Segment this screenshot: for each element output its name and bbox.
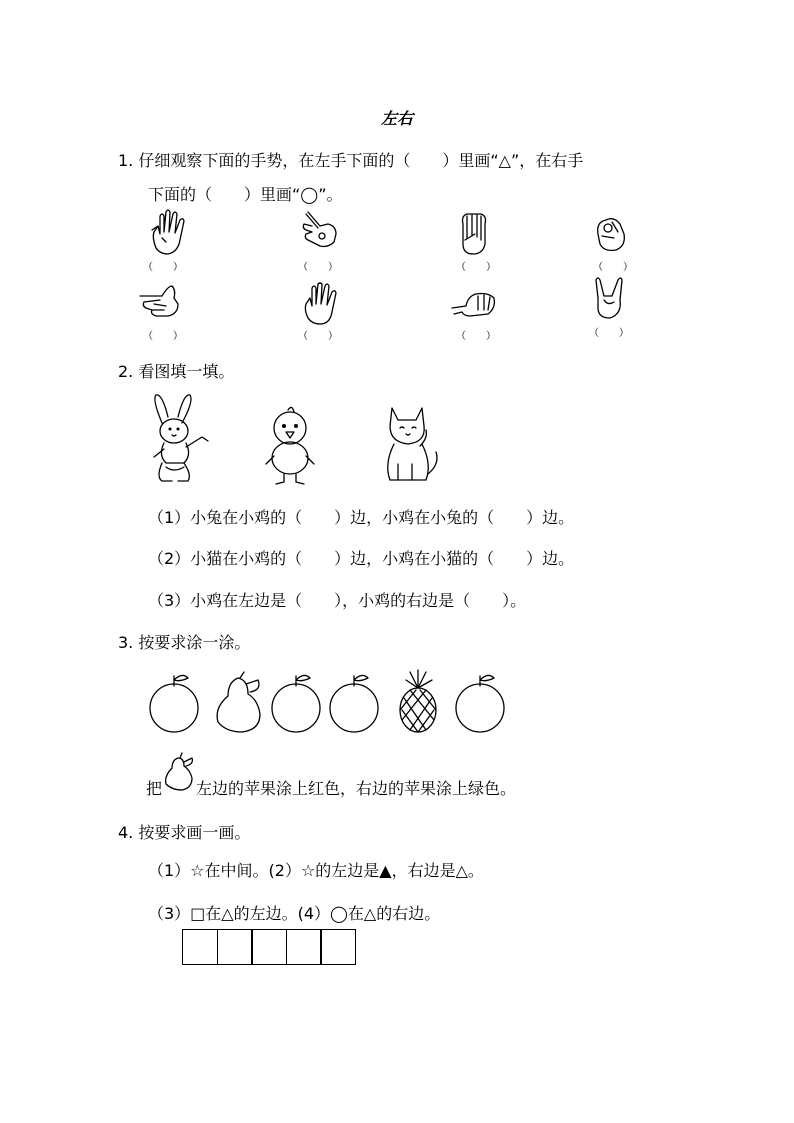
q3-heading: 3. 按要求涂一涂。 <box>118 633 251 652</box>
drawing-box[interactable] <box>217 929 253 965</box>
answer-paren-7[interactable]: （ ） <box>456 331 496 342</box>
q4-line2: （3）□在△的左边。(4）◯在△的右边。 <box>148 904 441 923</box>
q3-instruction: 左边的苹果涂上红色，右边的苹果涂上绿色。 <box>196 779 517 798</box>
answer-paren-3[interactable]: （ ） <box>456 262 496 273</box>
pineapple-icon <box>396 670 442 734</box>
horns-hand-icon <box>590 276 630 322</box>
apple-icon <box>452 672 508 734</box>
q2-heading: 2. 看图填一填。 <box>118 362 235 381</box>
apple-icon <box>146 672 202 734</box>
pointing-left-hand-icon <box>138 282 184 322</box>
apple-icon <box>268 672 324 734</box>
q1-line1: 1. 仔细观察下面的手势，在左手下面的（ ）里画“△”，在右手 <box>118 151 584 170</box>
answer-paren-1[interactable]: （ ） <box>143 262 183 273</box>
fist-hand-icon <box>457 210 491 256</box>
drawing-box[interactable] <box>251 929 287 965</box>
rabbit-icon <box>148 393 218 488</box>
answer-paren-6[interactable]: （ ） <box>298 331 338 342</box>
q2-item-3: （3）小鸡在左边是（ ），小鸡的右边是（ ）。 <box>148 591 527 610</box>
pear-icon <box>162 752 196 792</box>
open-hand-icon <box>300 282 344 328</box>
answer-paren-2[interactable]: （ ） <box>298 262 338 273</box>
drawing-boxes <box>182 929 362 965</box>
q1-line2: 下面的（ ）里画“◯”。 <box>148 185 343 204</box>
pointing-hand-icon <box>298 208 342 250</box>
chick-icon <box>262 404 322 488</box>
thumb-hand-icon <box>450 288 498 322</box>
drawing-box[interactable] <box>320 929 356 965</box>
open-hand-icon <box>148 208 192 258</box>
page-title: 左右 <box>380 109 413 128</box>
cat-icon <box>382 404 444 488</box>
drawing-box[interactable] <box>182 929 218 965</box>
q4-line1: （1）☆在中间。(2）☆的左边是▲，右边是△。 <box>148 861 484 880</box>
q4-heading: 4. 按要求画一画。 <box>118 823 251 842</box>
pear-icon <box>210 670 266 734</box>
answer-paren-5[interactable]: （ ） <box>143 331 183 342</box>
answer-paren-8[interactable]: （ ） <box>589 328 629 339</box>
q3-instruction-prefix: 把 <box>146 779 163 798</box>
ok-hand-icon <box>592 214 628 254</box>
drawing-box[interactable] <box>286 929 322 965</box>
q2-item-1: （1）小兔在小鸡的（ ）边，小鸡在小兔的（ ）边。 <box>148 508 575 527</box>
apple-icon <box>326 672 382 734</box>
q2-item-2: （2）小猫在小鸡的（ ）边，小鸡在小猫的（ ）边。 <box>148 549 575 568</box>
answer-paren-4[interactable]: （ ） <box>593 262 633 273</box>
